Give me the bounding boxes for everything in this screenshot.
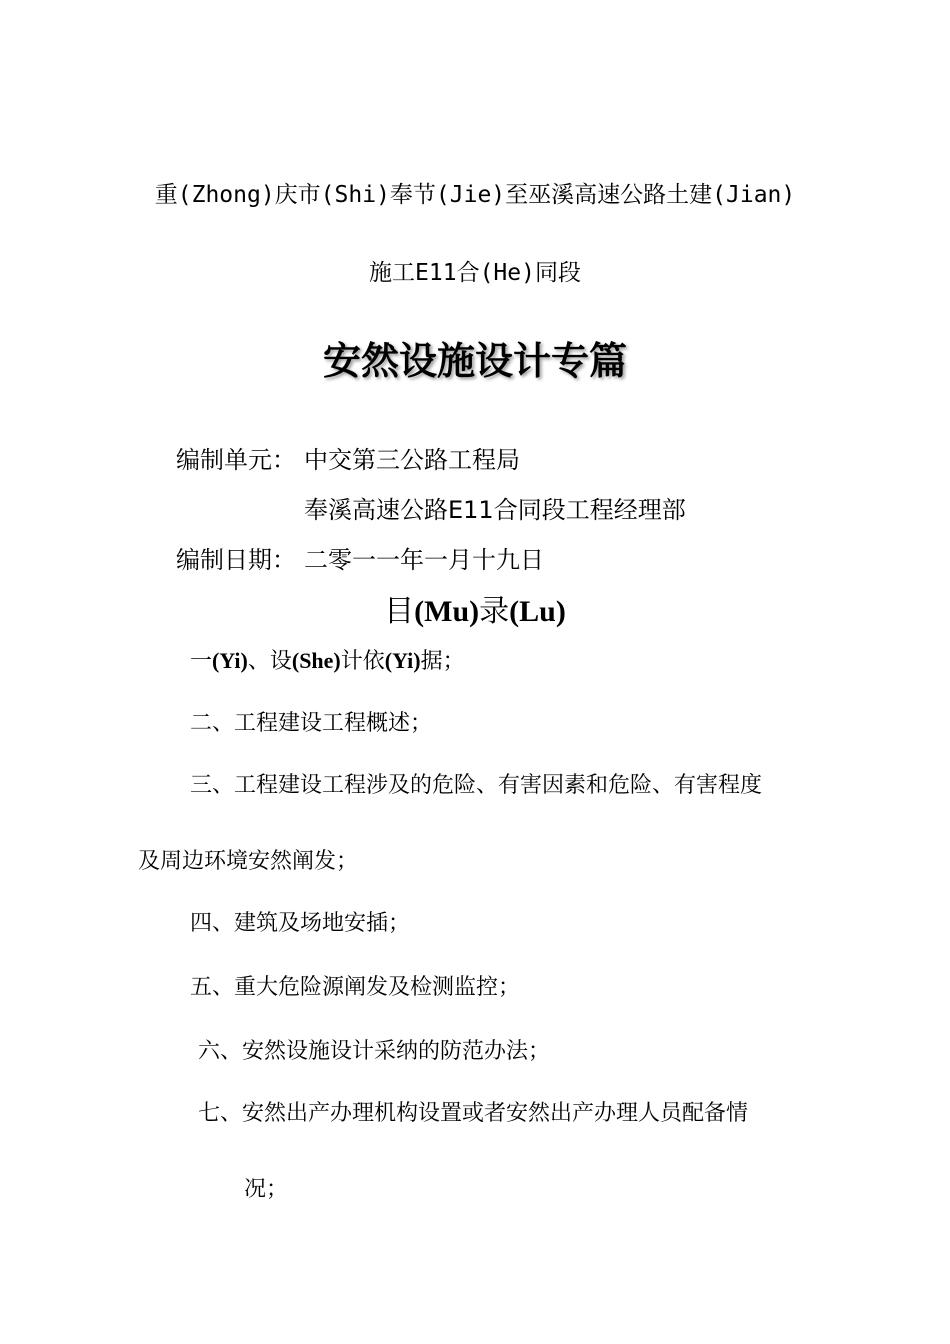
toc-item-5: 五、重大危险源阐发及检测监控； — [190, 975, 521, 1000]
compile-unit-value-2: 奉溪高速公路E11合同段工程经理部 — [304, 496, 686, 524]
toc-title-part: 录 — [479, 595, 510, 628]
toc-item-4: 四、建筑及场地安插； — [190, 911, 411, 936]
toc-text: (Yi) — [212, 648, 248, 673]
project-title-line-1: 重(Zhong)庆市(Shi)奉节(Jie)至巫溪高速公路土建(Jian) — [154, 182, 796, 208]
project-title-line-2: 施工E11合(He)同段 — [369, 260, 581, 286]
toc-text: 计依 — [340, 649, 385, 674]
toc-item-7: 七、安然出产办理机构设置或者安然出产办理人员配备情 — [198, 1101, 749, 1126]
toc-text: 、设 — [247, 649, 292, 674]
document-title: 安然设施设计专篇 — [322, 339, 627, 383]
toc-item-6: 六、安然设施设计采纳的防范办法； — [198, 1039, 551, 1064]
compile-unit-label: 编制单元： — [176, 446, 296, 474]
toc-item-3: 三、工程建设工程涉及的危险、有害因素和危险、有害程度 — [190, 773, 763, 798]
compile-unit-value: 中交第三公路工程局 — [304, 446, 520, 474]
toc-item-7-continued: 况； — [244, 1177, 289, 1202]
toc-title-part: (Mu) — [414, 595, 480, 628]
toc-text: (She) — [291, 648, 341, 673]
compile-date-label: 编制日期： — [176, 546, 296, 574]
toc-item-2: 二、工程建设工程概述； — [190, 711, 433, 736]
toc-text: 据； — [420, 649, 465, 674]
compile-date-value: 二零一一年一月十九日 — [304, 546, 544, 574]
toc-title-part: (Lu) — [509, 595, 566, 628]
toc-item-3-continued: 及周边环境安然阐发； — [138, 849, 359, 874]
toc-text: (Yi) — [384, 648, 421, 673]
toc-text: 一 — [190, 649, 213, 674]
toc-title-part: 目 — [384, 595, 415, 628]
toc-title — [0, 586, 950, 630]
toc-item-1 — [190, 644, 465, 675]
